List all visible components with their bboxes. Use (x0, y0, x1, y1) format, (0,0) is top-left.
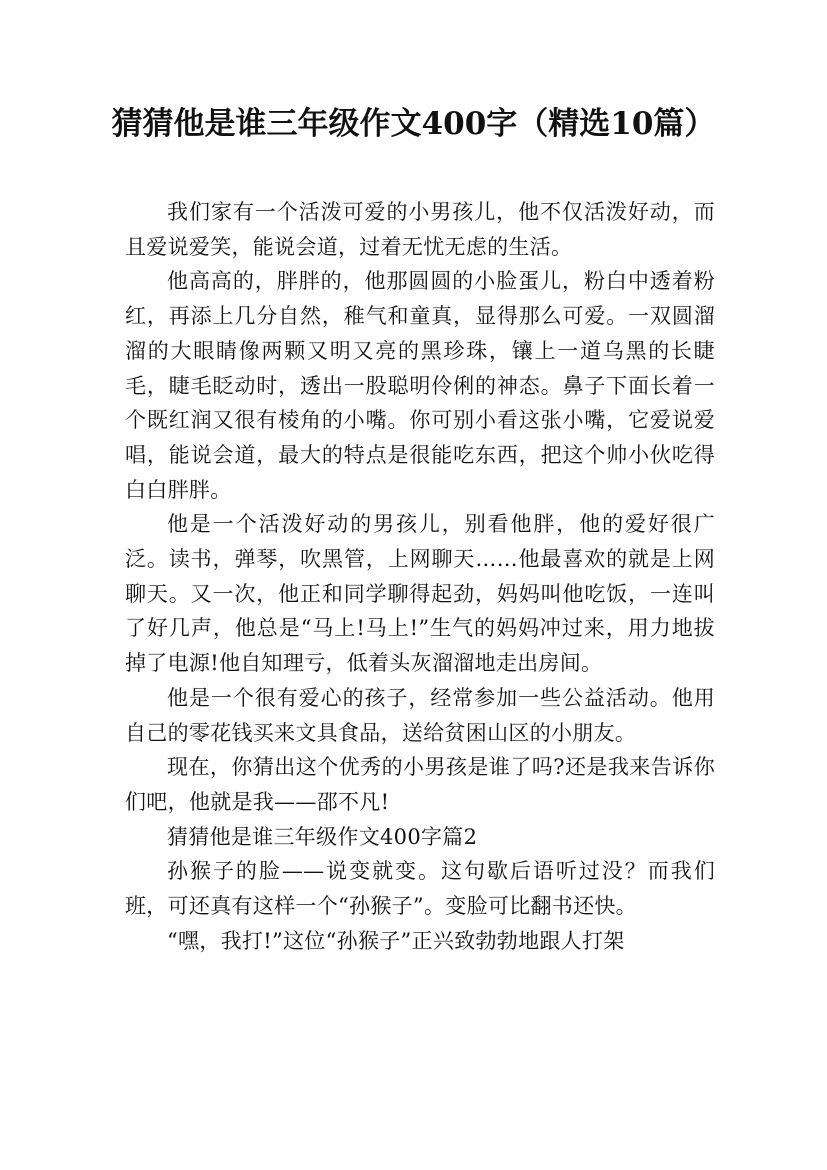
section-heading-2: 猜猜他是谁三年级作文400字篇2 (167, 824, 478, 849)
paragraph-7: “嘿，我打!”这位“孙猴子”正兴致勃勃地跟人打架 (167, 928, 625, 953)
paragraph-4: 他是一个很有爱心的孩子，经常参加一些公益活动。他用自己的零花钱买来文具食品，送给贫困山区的小朋友。 (125, 685, 715, 745)
paragraph-1: 我们家有一个活泼可爱的小男孩儿，他不仅活泼好动，而且爱说爱笑，能说会道，过着无忧无虑的生活。 (125, 200, 715, 259)
article-body (125, 195, 715, 958)
paragraph-3: 他是一个活泼好动的男孩儿，别看他胖，他的爱好很广泛。读书，弹琴，吹黑管，上网聊天……他最喜欢的就是上网聊天。又一次，他正和同学聊得起劲，妈妈叫他吃饭，一连叫了好几声，他总是“马上!马上!”生气的妈妈冲过来，用力地拔掉了电源!他自知理亏，低着头灰溜溜地走出房间。 (125, 512, 715, 676)
document-title: 猜猜他是谁三年级作文400字（精选10篇） (111, 106, 716, 142)
paragraph-5: 现在，你猜出这个优秀的小男孩是谁了吗?还是我来告诉你们吧，他就是我——邵不凡! (125, 755, 715, 814)
paragraph-2: 他高高的，胖胖的，他那圆圆的小脸蛋儿，粉白中透着粉红，再添上几分自然，稚气和童真，显得那么可爱。一双圆溜溜的大眼睛像两颗又明又亮的黑珍珠，镶上一道乌黑的长睫毛，睫毛眨动时，透出一股聪明伶俐的神态。鼻子下面长着一个既红润又很有棱角的小嘴。你可别小看这张小嘴，它爱说爱唱，能说会道，最大的特点是很能吃东西，把这个帅小伙吃得白白胖胖。 (125, 269, 715, 502)
paragraph-6: 孙猴子的脸——说变就变。这句歇后语听过没？而我们班，可还真有这样一个“孙猴子”。变脸可比翻书还快。 (125, 859, 715, 919)
